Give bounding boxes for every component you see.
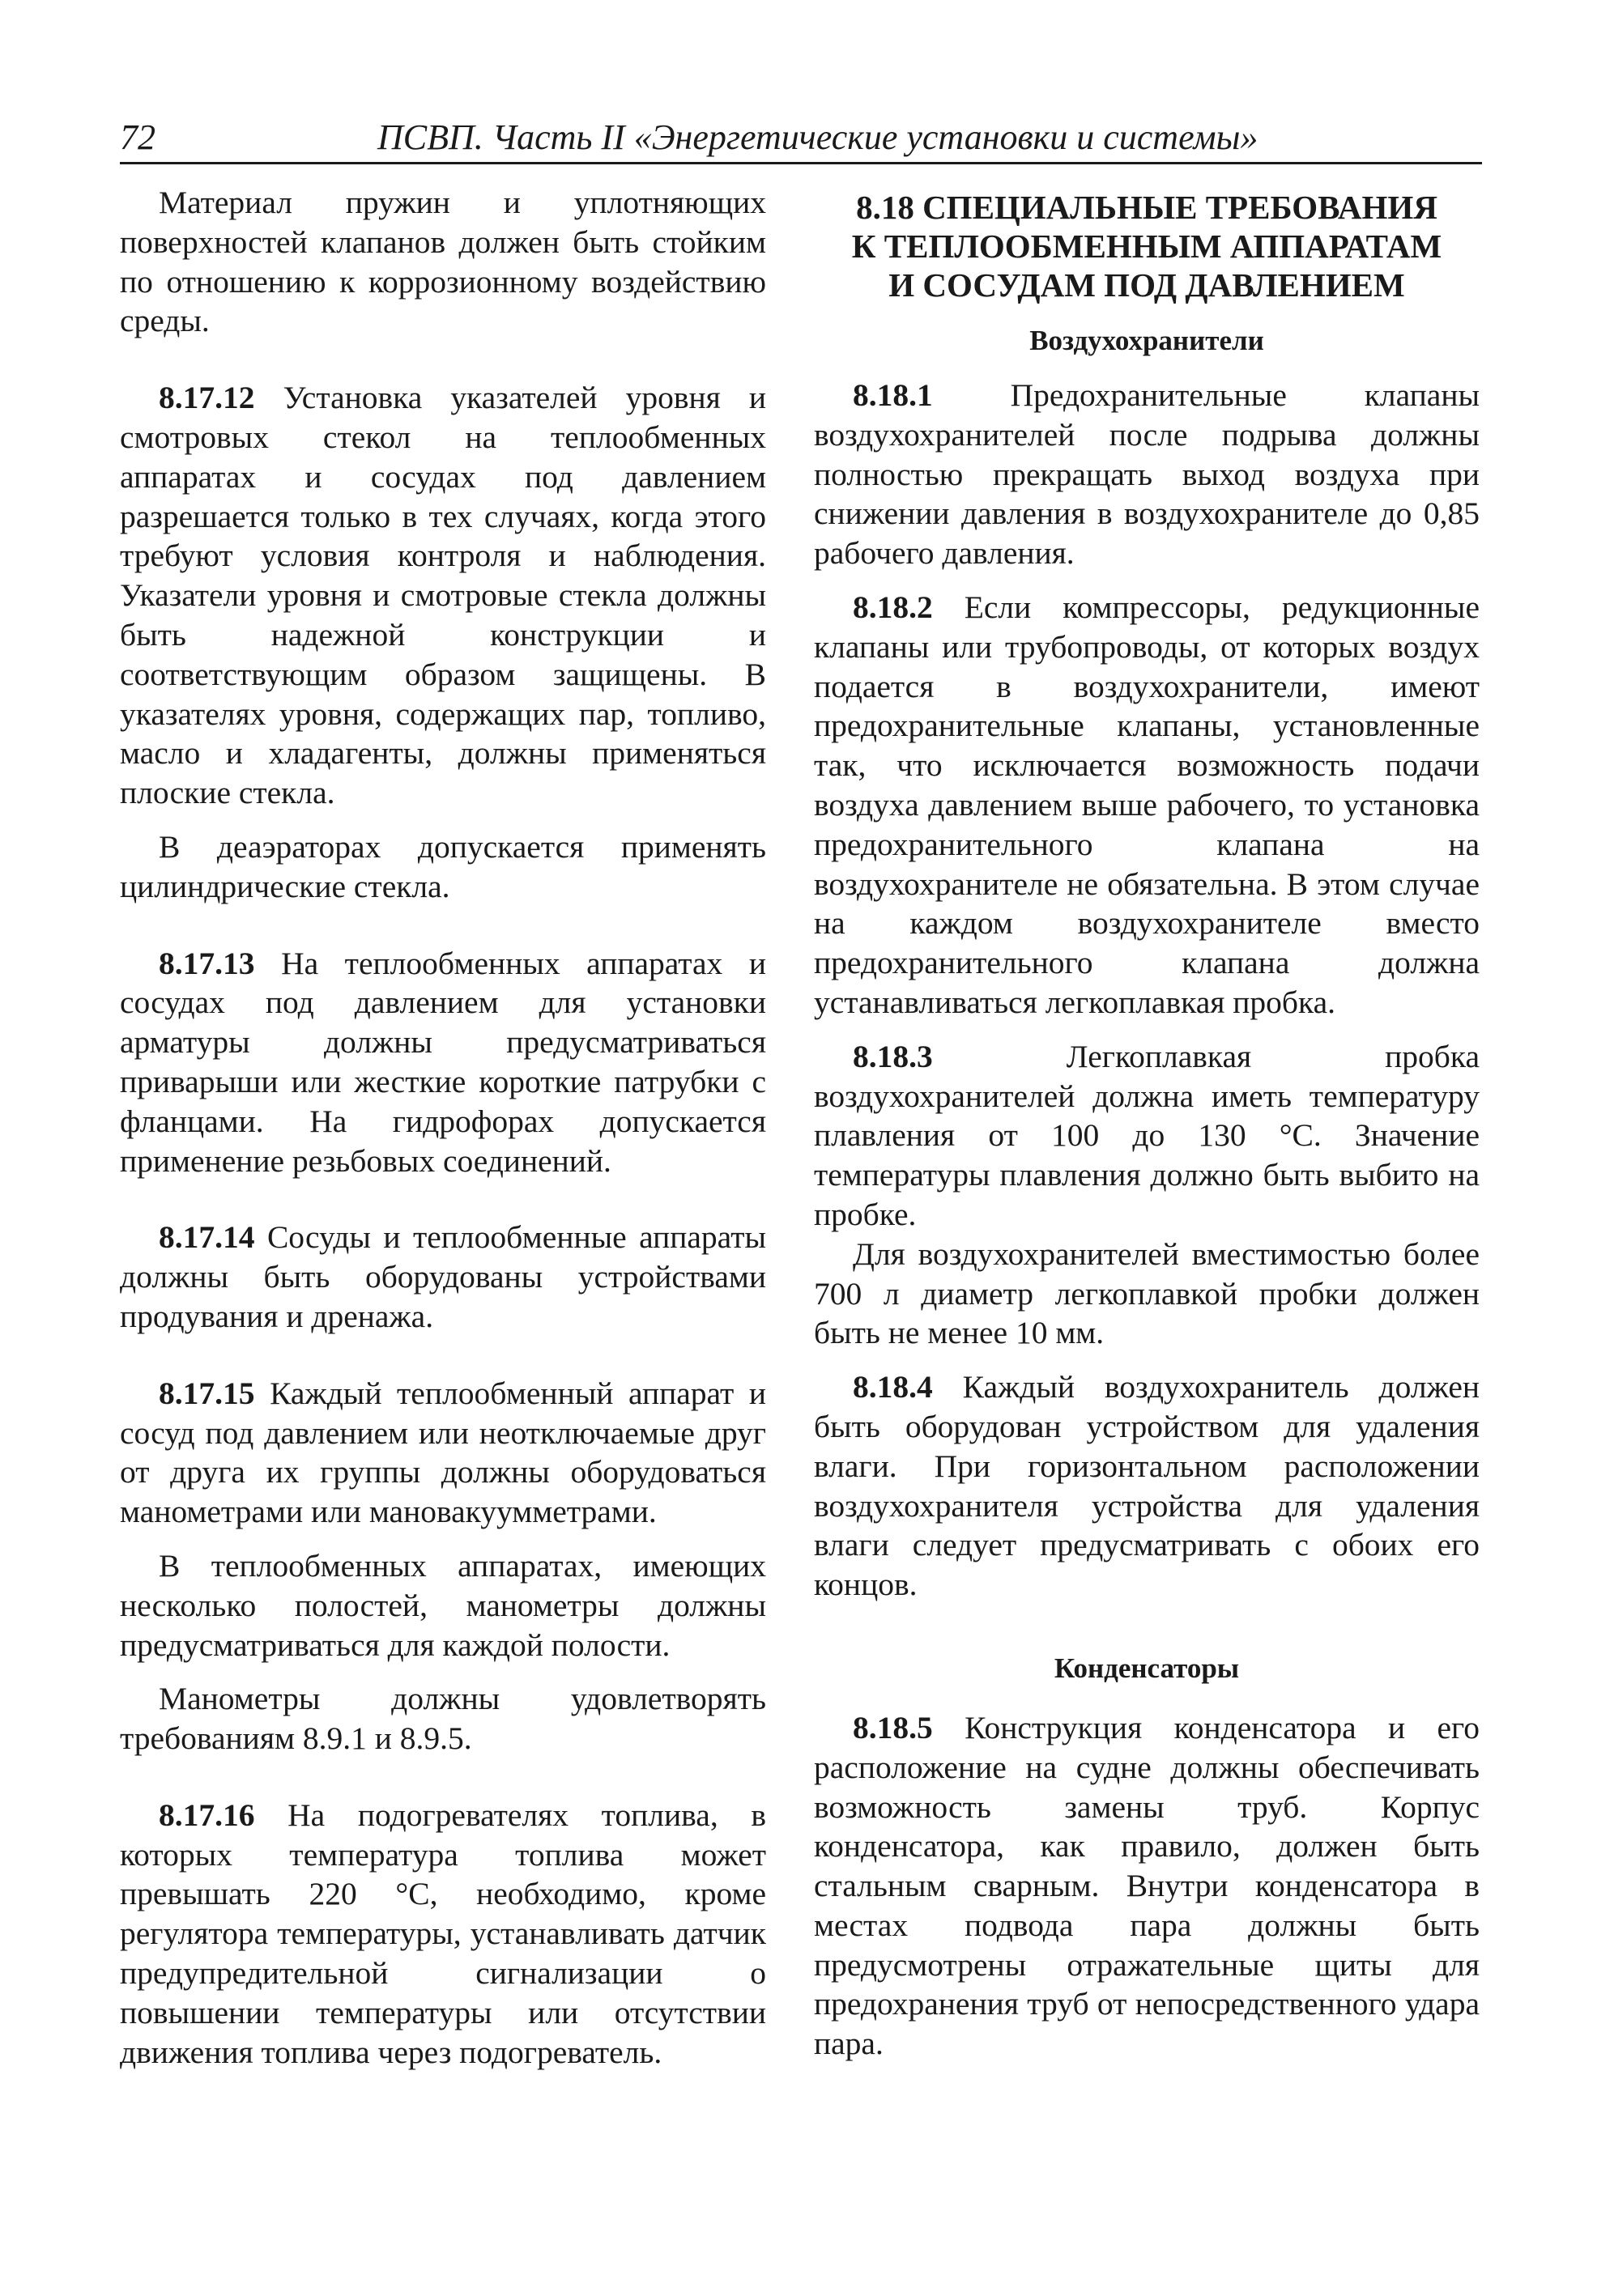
paragraph-volume: Для воздухохранителей вместимостью более 700 л диаметр легкоплавкой пробки должен быть не менее 10 мм.	[814, 1235, 1480, 1351]
paragraph-cavities: В теплообменных аппаратах, имеющих несколько полостей, манометры должны предусматриваться для каждой полости.	[120, 1547, 766, 1663]
paragraph-deaerators: В деаэраторах допускается применять цилиндрические стекла.	[120, 828, 766, 904]
clause-number: 8.17.16	[159, 1796, 255, 1833]
clause-number: 8.18.1	[853, 377, 933, 413]
clause-8-18-4	[814, 1367, 1480, 1605]
clause-text: Конструкция конденсатора и его расположение на судне должны обеспечивать возможность замены труб. Корпус конденсатора, как правило, должен быть стальным сварным. Внутри конденсатора в местах подвода пара должны быть предусмотрены отражательные щиты для предохранения труб от непосредственного удара пара.	[814, 1709, 1480, 2062]
subheading-condensers: Конденсаторы	[1054, 1652, 1240, 1684]
section-title-line: 8.18 СПЕЦИАЛЬНЫЕ ТРЕБОВАНИЯ	[856, 189, 1437, 226]
clause-8-18-5	[814, 1708, 1480, 2064]
clause-text: Каждый воздухохранитель должен быть оборудован устройством для удаления влаги. При горизонтальном расположении воздухохранителя устройства для удаления влаги следует предусматривать с обоих его концов.	[814, 1369, 1480, 1603]
page-header	[120, 113, 1482, 164]
clause-number: 8.17.12	[159, 380, 255, 416]
clause-8-17-13	[120, 944, 766, 1181]
clause-text: Предохранительные клапаны воздухохранителей после подрыва должны полностью прекращать выход воздуха при снижении давления в воздухохранителе до 0,85 рабочего давления.	[814, 377, 1480, 572]
section-title-line: И СОСУДАМ ПОД ДАВЛЕНИЕМ	[888, 266, 1405, 304]
left-column	[120, 183, 766, 2072]
section-title	[814, 188, 1480, 304]
clause-8-18-2	[814, 588, 1480, 1023]
paragraph-spring-material: Материал пружин и уплотняющих поверхностей клапанов должен быть стойким по отношению к коррозионному воздействию среды.	[120, 185, 766, 339]
clause-8-18-1	[814, 376, 1480, 573]
clause-number: 8.18.5	[853, 1709, 933, 1745]
page-number: 72	[120, 117, 155, 157]
paragraph-gauges: Манометры должны удовлетворять требованиям 8.9.1 и 8.9.5.	[120, 1681, 766, 1757]
clause-text: На теплообменных аппаратах и сосудах под давлением для установки арматуры должны предусматриваться приварыши или жесткие короткие патрубки с фланцами. На гидрофорах допускается применение резьбовых соединений.	[120, 945, 766, 1179]
clause-8-17-15	[120, 1374, 766, 1532]
clause-text: Если компрессоры, редукционные клапаны или трубопроводы, от которых воздух подается в воздухохранители, имеют предохранительные клапаны, установленные так, что исключается возможность подачи воздуха давлением выше рабочего, то установка предохранительного клапана на воздухохранителе не обязательна. В этом случае на каждом воздухохранителе вместо предохранительного клапана должна устанавливаться легкоплавкая пробка.	[814, 589, 1480, 1020]
clause-8-17-12	[120, 378, 766, 813]
clause-8-17-14	[120, 1218, 766, 1336]
clause-number: 8.17.15	[159, 1375, 255, 1411]
clause-number: 8.18.4	[853, 1369, 933, 1405]
clause-number: 8.17.13	[159, 945, 255, 981]
clause-8-17-16	[120, 1796, 766, 2073]
clause-text: Сосуды и теплообменные аппараты должны быть оборудованы устройствами продувания и дренажа.	[120, 1219, 766, 1334]
clause-8-18-3	[814, 1037, 1480, 1235]
clause-number: 8.18.2	[853, 589, 933, 625]
right-column	[814, 183, 1480, 2064]
running-title: ПСВП. Часть II «Энергетические установки и системы»	[377, 117, 1258, 157]
clause-number: 8.18.3	[853, 1038, 933, 1074]
subheading-air-receivers: Воздухохранители	[1029, 325, 1264, 356]
clause-number: 8.17.14	[159, 1219, 255, 1256]
clause-text: Легкоплавкая пробка воздухохранителей должна иметь температуру плавления от 100 до 130 °С. Значение температуры плавления должно быть выбито на пробке.	[814, 1038, 1480, 1232]
section-title-line: К ТЕПЛООБМЕННЫМ АППАРАТАМ	[851, 227, 1442, 265]
clause-text: Каждый теплообменный аппарат и сосуд под давлением или неотключаемые друг от друга их группы должны оборудоваться манометрами или мановакуумметрами.	[120, 1375, 766, 1530]
clause-text: Установка указателей уровня и смотровых стекол на теплообменных аппаратах и сосудах под давлением разрешается только в тех случаях, когда этого требуют условия контроля и наблюдения. Указатели уровня и смотровые стекла должны быть надежной конструкции и соответствующим образом защищены. В указателях уровня, содержащих пар, топливо, масло и хладагенты, должны применяться плоские стекла.	[120, 380, 766, 811]
clause-text: На подогревателях топлива, в которых температура топлива может превышать 220 °С, необходимо, кроме регулятора температуры, устанавливать датчик предупредительной сигнализации о повышении температуры или отсутствии движения топлива через подогреватель.	[120, 1796, 766, 2070]
